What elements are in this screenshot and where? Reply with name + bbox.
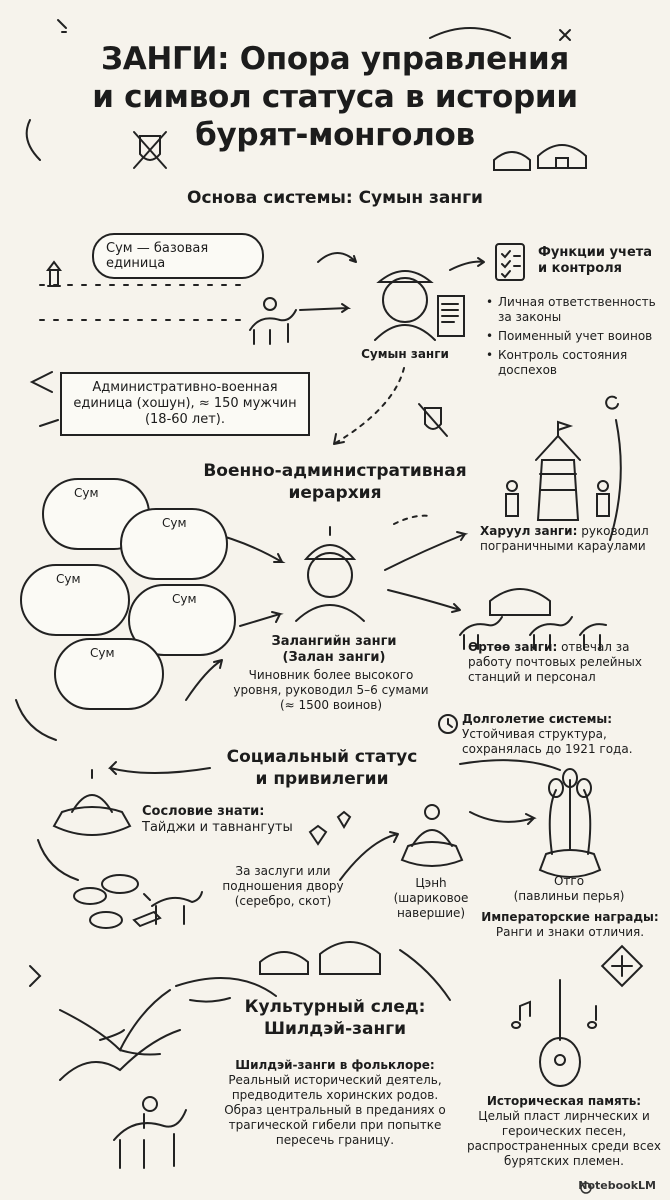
arrow-icon xyxy=(110,762,210,774)
zalan-zangi-desc: Чиновник более высокого уровня, руководил 5–6 сумами (≈ 1500 воинов) xyxy=(233,668,429,712)
watchtower-icon xyxy=(536,422,580,520)
merit-text: За заслуги или подношения двору (серебро, скот) xyxy=(222,864,344,908)
zalan-zangi-title: Залангийн занги (Залан занги) xyxy=(271,634,397,665)
sum-bubble: Сум — базовая единица xyxy=(92,233,264,279)
longevity-desc: Устойчивая структура, сохранялась до 1921 года. xyxy=(462,727,633,756)
arrow-icon xyxy=(318,253,356,262)
nobility-title: Сословие знати: xyxy=(142,804,265,819)
title-line-3: бурят-монголов xyxy=(195,117,475,153)
horse-rider-icon xyxy=(114,1097,186,1168)
silver-ingots-icon xyxy=(74,875,160,928)
scroll-icon xyxy=(438,296,464,336)
sum-cloud-label: Сум xyxy=(172,592,197,606)
unit-banner: Административно-военная единица (хошун), ≈ 150 мужчин (18-60 лет). xyxy=(60,372,310,436)
corner-ornament xyxy=(30,966,40,986)
awards-title: Императорские награды: xyxy=(481,910,659,924)
knot-ornament-icon xyxy=(602,946,642,986)
sparkle-decoration xyxy=(58,20,66,32)
clock-icon xyxy=(439,715,457,733)
dashed-arrow-icon xyxy=(334,368,404,444)
horse-rider-icon xyxy=(250,298,296,344)
otgo-name: Отго xyxy=(553,874,585,888)
music-notes-icon xyxy=(512,1002,596,1028)
sum-cloud-label: Сум xyxy=(74,486,99,500)
haruul-zangi-text xyxy=(480,524,666,554)
arrow-icon xyxy=(388,590,460,612)
section4-heading: Культурный след: Шилдэй-занги xyxy=(244,997,426,1039)
haruul-zangi-name: Харуул занги: xyxy=(480,524,578,538)
gem-icon xyxy=(310,826,326,844)
longevity-title: Долголетие системы: xyxy=(462,712,613,726)
awards-text xyxy=(472,910,668,940)
sum-cloud-label: Сум xyxy=(56,572,81,586)
arrow-icon xyxy=(340,832,398,880)
sum-cloud xyxy=(54,638,164,710)
otgo-desc: (павлиньи перья) xyxy=(513,889,625,903)
sum-cloud-label: Сум xyxy=(90,646,115,660)
cattle-icon xyxy=(144,892,202,924)
function-item: • Контроль состояния доспехов xyxy=(486,348,666,378)
guard-icon xyxy=(506,481,518,516)
yurts-icon xyxy=(260,942,380,974)
sum-cloud xyxy=(20,564,130,636)
arrow-icon xyxy=(300,304,348,312)
folklore-title: Шилдэй-занги в фольклоре: xyxy=(235,1058,435,1072)
otgo-text xyxy=(504,874,634,904)
function-item: • Поименный учет воинов xyxy=(486,329,666,344)
morin-lute-icon xyxy=(540,980,580,1086)
checklist-icon xyxy=(496,244,524,280)
crane-bird-icon xyxy=(60,990,170,1055)
guard-icon xyxy=(597,481,609,516)
title-line-2: и символ статуса в истории xyxy=(92,79,578,115)
swirl-decoration xyxy=(430,28,510,38)
ortoo-zangi-desc: отвечал за работу почтовых релейных станций и персонал xyxy=(468,640,642,684)
zalan-zangi-portrait-icon xyxy=(296,527,364,621)
memory-text xyxy=(466,1094,662,1169)
folklore-desc: Реальный исторический деятель, предводитель хоринских родов. Образ центральный в преданиях о трагической гибели при попытке пересечь границу. xyxy=(224,1073,446,1147)
tsenh-text xyxy=(376,876,486,921)
folklore-text xyxy=(222,1058,448,1148)
nobility-text xyxy=(142,804,302,836)
memory-desc: Целый пласт лирнческих и героических песен, распространенных среди всех бурятских племен. xyxy=(467,1109,661,1168)
arrow-icon xyxy=(186,660,222,700)
sumyn-zangi-portrait-icon xyxy=(375,271,435,340)
tsenh-hat-icon xyxy=(402,805,462,866)
section2-heading: Военно-административная иерархия xyxy=(203,461,467,503)
memory-title: Историческая память: xyxy=(486,1094,642,1108)
ortoo-zangi-name: Өртөө занги: xyxy=(468,640,558,654)
yurt-icon xyxy=(494,152,530,170)
noble-hat-icon xyxy=(54,770,130,835)
haruul-zangi-desc: руководил пограничными караулами xyxy=(480,524,649,553)
function-item: • Личная ответственность за законы xyxy=(486,295,666,325)
ortoo-zangi-text xyxy=(468,640,664,685)
tsenh-desc: (шариковое навершие) xyxy=(393,891,469,920)
brand-label: NotebookLM xyxy=(578,1179,656,1192)
tsenh-name: Цэнһ xyxy=(415,876,447,890)
sum-cloud-label: Сум xyxy=(162,516,187,530)
longevity-text xyxy=(462,712,662,757)
title-line-1: ЗАНГИ: Опора управления xyxy=(100,41,570,77)
gem-icon xyxy=(338,812,350,827)
arrow-icon xyxy=(470,812,534,824)
functions-title: Функции учета и контроля xyxy=(538,245,653,276)
nobility-desc: Тайджи и тавнангуты xyxy=(142,820,293,835)
arrow-icon xyxy=(450,258,484,270)
shield-icon xyxy=(419,404,447,436)
page-title xyxy=(40,40,630,154)
swirl-decoration xyxy=(606,397,618,409)
sum-cloud xyxy=(120,508,228,580)
arrow-icon xyxy=(385,532,465,570)
arrow-icon xyxy=(240,612,280,626)
functions-list xyxy=(486,295,666,382)
awards-desc: Ранги и знаки отличия. xyxy=(495,925,645,939)
section1-heading: Основа системы: Сумын занги xyxy=(187,188,483,208)
section3-heading: Социальный статус и привилегии xyxy=(226,747,418,789)
peacock-feathers-icon xyxy=(540,769,600,877)
sumyn-zangi-label: Сумын занги xyxy=(361,347,449,361)
